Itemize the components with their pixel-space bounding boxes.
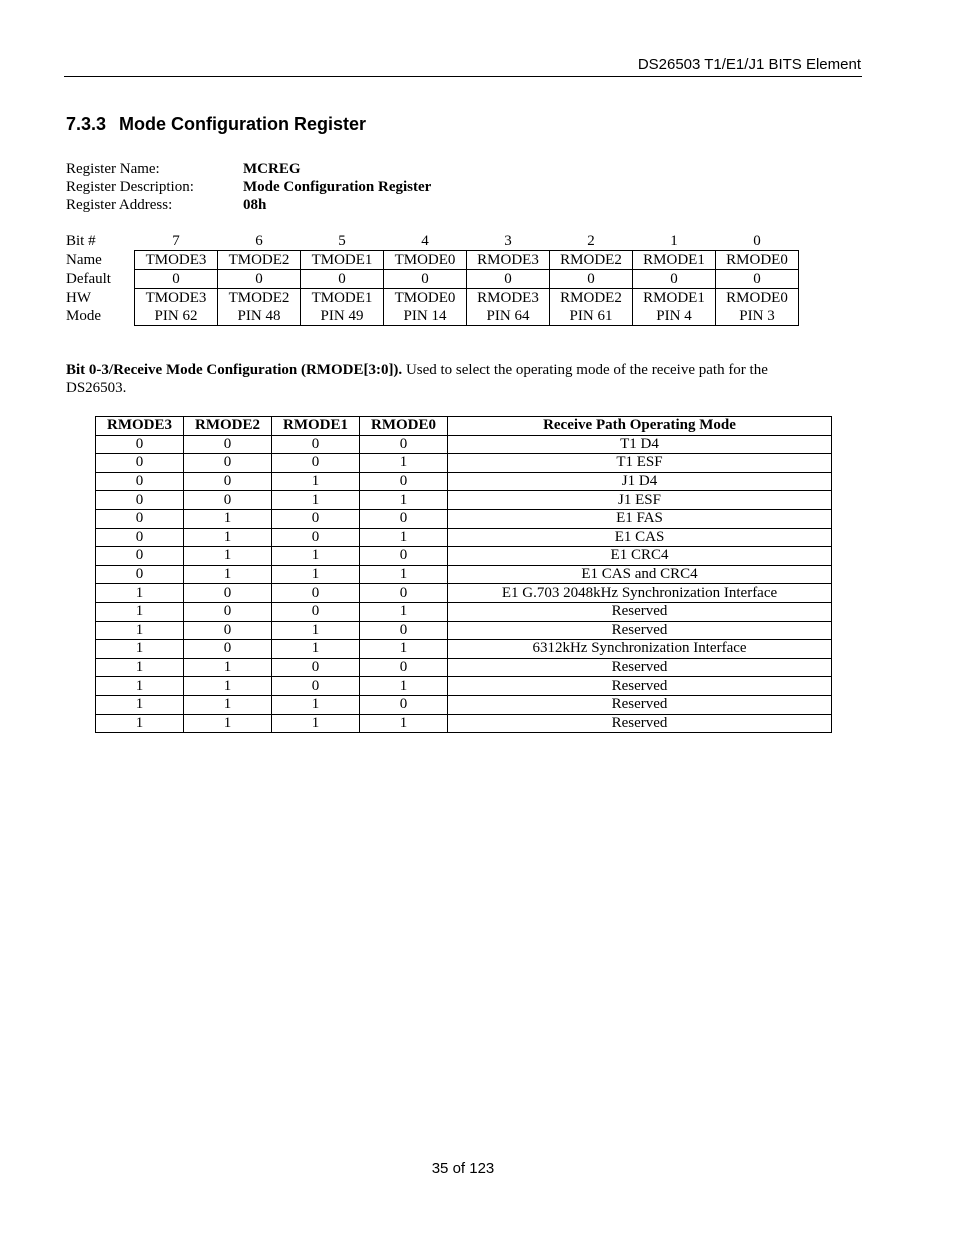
- bit-value-cell: 0: [272, 435, 360, 454]
- bit-default-label: Default: [66, 271, 111, 287]
- bit-value-cell: 1: [272, 565, 360, 584]
- bit-value-cell: 0: [96, 528, 184, 547]
- hw-pin: PIN 49: [301, 307, 384, 326]
- bit-name: TMODE0: [384, 251, 467, 270]
- bit-value-cell: 0: [272, 602, 360, 621]
- bit-description-text: Used to select the operating mode of the receive path for the DS26503.: [66, 362, 768, 396]
- bit-name: TMODE1: [301, 251, 384, 270]
- bit-description-title: Bit 0-3/Receive Mode Configuration (RMODE[3:0]).: [66, 362, 403, 378]
- table-row: [96, 640, 832, 659]
- bit-value-cell: 1: [272, 491, 360, 510]
- table-row: [96, 677, 832, 696]
- bit-value-cell: 0: [96, 454, 184, 473]
- hw-pin: PIN 48: [218, 307, 301, 326]
- operating-mode-cell: Reserved: [448, 695, 832, 714]
- bit-default-row: [66, 270, 799, 289]
- bit-value-cell: 0: [96, 565, 184, 584]
- bit-value-cell: 1: [96, 584, 184, 603]
- bit-name: RMODE1: [633, 251, 716, 270]
- operating-mode-cell: Reserved: [448, 677, 832, 696]
- operating-mode-cell: E1 CRC4: [448, 547, 832, 566]
- hw-signal-name: RMODE3: [467, 289, 550, 308]
- bit-number: 3: [504, 233, 512, 249]
- operating-mode-cell: Reserved: [448, 714, 832, 733]
- column-header: RMODE0: [360, 417, 448, 436]
- table-row: [96, 658, 832, 677]
- bit-value-cell: 0: [184, 472, 272, 491]
- bit-value-cell: 0: [96, 491, 184, 510]
- table-row: [96, 491, 832, 510]
- bit-value-cell: 0: [360, 584, 448, 603]
- bit-value-cell: 1: [96, 677, 184, 696]
- bit-default: 0: [550, 270, 633, 289]
- bit-value-cell: 0: [272, 677, 360, 696]
- operating-mode-cell: 6312kHz Synchronization Interface: [448, 640, 832, 659]
- register-name-row: [66, 160, 431, 178]
- hw-signal-name: RMODE1: [633, 289, 716, 308]
- bit-value-cell: 1: [360, 565, 448, 584]
- table-row: [96, 472, 832, 491]
- hw-pin: PIN 3: [716, 307, 799, 326]
- hw-signal-name: RMODE2: [550, 289, 633, 308]
- page-number: 35 of 123: [431, 1160, 495, 1177]
- bit-value-cell: 1: [96, 621, 184, 640]
- register-name-value: MCREG: [243, 161, 301, 177]
- table-row: [96, 509, 832, 528]
- hw-pin: PIN 62: [135, 307, 218, 326]
- bit-value-cell: 0: [184, 435, 272, 454]
- bit-value-cell: 0: [272, 584, 360, 603]
- hw-signal-name: RMODE0: [716, 289, 799, 308]
- mode-label: Mode: [66, 308, 101, 325]
- table-row: [96, 528, 832, 547]
- bit-name: RMODE3: [467, 251, 550, 270]
- bit-name: TMODE3: [135, 251, 218, 270]
- table-header-row: [96, 417, 832, 436]
- register-description-label: Register Description:: [66, 179, 194, 195]
- column-header: RMODE3: [96, 417, 184, 436]
- operating-mode-cell: E1 G.703 2048kHz Synchronization Interface: [448, 584, 832, 603]
- bit-value-cell: 0: [360, 472, 448, 491]
- bit-value-cell: 1: [360, 454, 448, 473]
- bit-value-cell: 1: [360, 528, 448, 547]
- operating-mode-cell: Reserved: [448, 621, 832, 640]
- bit-value-cell: 0: [184, 454, 272, 473]
- hw-signal-name: TMODE1: [301, 289, 384, 308]
- register-info: [66, 160, 431, 214]
- hw-pin: PIN 14: [384, 307, 467, 326]
- operating-mode-cell: J1 D4: [448, 472, 832, 491]
- register-address-row: [66, 196, 431, 214]
- bit-number-label: Bit #: [66, 233, 96, 250]
- bit-value-cell: 0: [96, 547, 184, 566]
- bit-number: 1: [670, 233, 678, 249]
- hw-pin-row: [66, 307, 799, 326]
- bit-value-cell: 1: [360, 677, 448, 696]
- receive-mode-table-body: [96, 435, 832, 733]
- bit-value-cell: 0: [184, 621, 272, 640]
- bit-value-cell: 1: [96, 714, 184, 733]
- hw-signal-name: TMODE3: [135, 289, 218, 308]
- bit-value-cell: 0: [272, 658, 360, 677]
- bit-default: 0: [633, 270, 716, 289]
- hw-signal-name: TMODE2: [218, 289, 301, 308]
- operating-mode-cell: T1 D4: [448, 435, 832, 454]
- bit-value-cell: 1: [184, 677, 272, 696]
- table-row: [96, 584, 832, 603]
- register-name-label: Register Name:: [66, 161, 160, 177]
- bit-value-cell: 1: [184, 528, 272, 547]
- bit-value-cell: 1: [360, 640, 448, 659]
- bit-value-cell: 1: [184, 509, 272, 528]
- bit-value-cell: 0: [184, 491, 272, 510]
- register-description-row: [66, 178, 431, 196]
- column-header: RMODE2: [184, 417, 272, 436]
- bit-value-cell: 1: [272, 714, 360, 733]
- bit-value-cell: 0: [360, 695, 448, 714]
- bit-name: RMODE2: [550, 251, 633, 270]
- bit-default: 0: [716, 270, 799, 289]
- bit-value-cell: 0: [184, 584, 272, 603]
- bit-number: 5: [338, 233, 346, 249]
- bit-value-cell: 1: [184, 714, 272, 733]
- operating-mode-cell: Reserved: [448, 602, 832, 621]
- bit-value-cell: 0: [96, 509, 184, 528]
- bit-number: 4: [421, 233, 429, 249]
- hw-pin: PIN 64: [467, 307, 550, 326]
- section-number: 7.3.3: [66, 114, 107, 134]
- bit-value-cell: 1: [272, 472, 360, 491]
- table-row: [96, 695, 832, 714]
- operating-mode-cell: E1 CAS and CRC4: [448, 565, 832, 584]
- bit-value-cell: 0: [360, 658, 448, 677]
- bit-default: 0: [135, 270, 218, 289]
- bit-default: 0: [384, 270, 467, 289]
- register-bit-map: [66, 232, 799, 326]
- register-address-label: Register Address:: [66, 197, 173, 213]
- bit-value-cell: 0: [360, 547, 448, 566]
- bit-name: TMODE2: [218, 251, 301, 270]
- hw-signal-name: TMODE0: [384, 289, 467, 308]
- column-header: Receive Path Operating Mode: [448, 417, 832, 436]
- section-heading: [66, 114, 366, 135]
- bit-value-cell: 0: [184, 602, 272, 621]
- bit-value-cell: 1: [360, 491, 448, 510]
- document-header: DS26503 T1/E1/J1 BITS Element: [637, 56, 861, 73]
- table-row: [96, 602, 832, 621]
- bit-default: 0: [467, 270, 550, 289]
- bit-value-cell: 1: [272, 695, 360, 714]
- bit-value-cell: 1: [184, 695, 272, 714]
- bit-value-cell: 1: [96, 695, 184, 714]
- operating-mode-cell: J1 ESF: [448, 491, 832, 510]
- operating-mode-cell: T1 ESF: [448, 454, 832, 473]
- bit-number: 2: [587, 233, 595, 249]
- bit-value-cell: 1: [360, 602, 448, 621]
- section-title: Mode Configuration Register: [119, 114, 366, 134]
- header-divider: [64, 76, 862, 77]
- bit-default: 0: [301, 270, 384, 289]
- bit-value-cell: 0: [360, 435, 448, 454]
- column-header: RMODE1: [272, 417, 360, 436]
- bit-number: 6: [255, 233, 263, 249]
- bit-value-cell: 1: [96, 658, 184, 677]
- table-row: [96, 565, 832, 584]
- hw-mode-row: [66, 289, 799, 308]
- bit-value-cell: 1: [272, 547, 360, 566]
- bit-value-cell: 1: [96, 640, 184, 659]
- bit-value-cell: 0: [360, 621, 448, 640]
- hw-label: HW: [66, 289, 91, 306]
- bit-value-cell: 0: [360, 509, 448, 528]
- bit-value-cell: 0: [272, 528, 360, 547]
- bit-value-cell: 1: [272, 640, 360, 659]
- register-description-value: Mode Configuration Register: [243, 179, 432, 195]
- table-row: [96, 547, 832, 566]
- bit-value-cell: 0: [96, 435, 184, 454]
- bit-name-row: [66, 251, 799, 270]
- hw-pin: PIN 4: [633, 307, 716, 326]
- receive-mode-table: [95, 416, 832, 733]
- bit-value-cell: 1: [184, 658, 272, 677]
- operating-mode-cell: E1 CAS: [448, 528, 832, 547]
- bit-value-cell: 0: [184, 640, 272, 659]
- operating-mode-cell: E1 FAS: [448, 509, 832, 528]
- table-row: [96, 714, 832, 733]
- bit-name-label: Name: [66, 252, 102, 268]
- bit-default: 0: [218, 270, 301, 289]
- bit-description: [66, 361, 806, 397]
- bit-value-cell: 1: [184, 547, 272, 566]
- operating-mode-cell: Reserved: [448, 658, 832, 677]
- hw-pin: PIN 61: [550, 307, 633, 326]
- bit-number-row: [66, 232, 799, 251]
- table-row: [96, 621, 832, 640]
- bit-number: 0: [753, 233, 761, 249]
- bit-number: 7: [172, 233, 180, 249]
- bit-name: RMODE0: [716, 251, 799, 270]
- table-row: [96, 454, 832, 473]
- table-row: [96, 435, 832, 454]
- bit-value-cell: 1: [184, 565, 272, 584]
- bit-value-cell: 0: [272, 454, 360, 473]
- bit-value-cell: 0: [96, 472, 184, 491]
- register-address-value: 08h: [243, 197, 267, 213]
- bit-value-cell: 1: [360, 714, 448, 733]
- bit-value-cell: 1: [96, 602, 184, 621]
- bit-value-cell: 1: [272, 621, 360, 640]
- bit-value-cell: 0: [272, 509, 360, 528]
